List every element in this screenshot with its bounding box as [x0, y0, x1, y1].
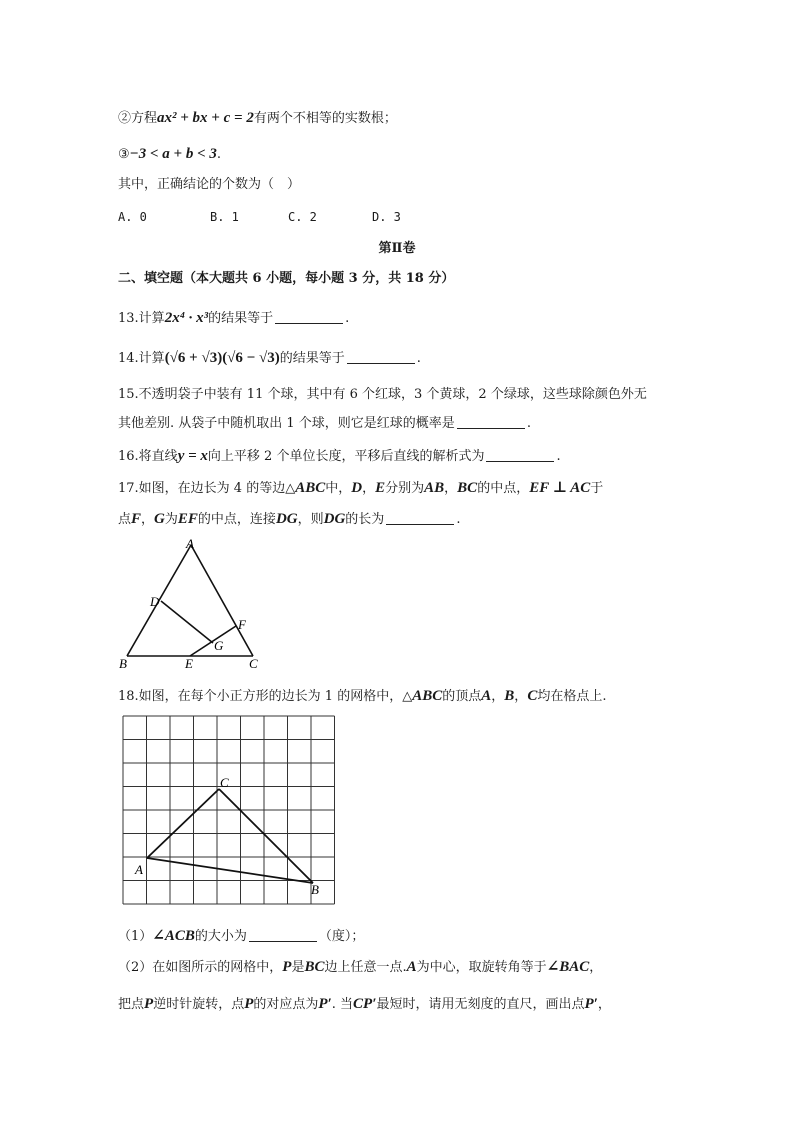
segment-dg: [161, 601, 213, 643]
label-a: A: [135, 862, 143, 877]
option-d: D. 3: [372, 210, 401, 224]
answer-blank: [486, 449, 554, 462]
answer-blank: [457, 416, 525, 429]
label-f: F: [238, 617, 246, 632]
question-13: 13.计算2x⁴ · x³的结果等于 .: [118, 310, 350, 326]
question-17-line-2: 点F，G为EF的中点，连接DG，则DG的长为 .: [118, 511, 461, 527]
answer-blank: [347, 351, 415, 364]
question-18-line-1: 18.如图，在每个小正方形的边长为 1 的网格中，△ABC的顶点A，B，C均在格点上.: [118, 688, 607, 704]
side-ac: [147, 789, 219, 858]
equation-formula: ax² + bx + c = 2: [157, 110, 254, 126]
question-14: 14.计算(√6 + √3)(√6 − √3)的结果等于 .: [118, 350, 421, 366]
part-heading: 二、填空题（本大题共 6 小题，每小题 3 分，共 18 分）: [118, 271, 455, 286]
label-c: C: [249, 656, 258, 671]
statement-3: ③−3 < a + b < 3.: [118, 146, 222, 162]
option-b: B. 1: [210, 210, 239, 224]
answer-blank: [249, 929, 317, 942]
label-b: B: [311, 882, 319, 897]
option-a: A. 0: [118, 210, 147, 224]
question-15-line-2: 其他差别. 从袋子中随机取出 1 个球，则它是红球的概率是 .: [118, 416, 531, 431]
question-prompt: 其中，正确结论的个数为（ ）: [118, 177, 301, 192]
side-ab: [147, 858, 313, 883]
option-c: C. 2: [288, 210, 317, 224]
inequality-formula: −3 < a + b < 3: [129, 146, 217, 162]
question-15-line-1: 15.不透明袋子中装有 11 个球，其中有 6 个红球，3 个黄球，2 个绿球，这些球除颜色外无: [118, 387, 647, 402]
label-e: E: [185, 656, 193, 671]
label-b: B: [119, 656, 127, 671]
answer-blank: [386, 512, 454, 525]
question-18-part-2-line-1: （2）在如图所示的网格中，P是BC边上任意一点.A为中心，取旋转角等于∠BAC，: [118, 959, 603, 975]
grid-figure-18: [118, 713, 346, 913]
label-g: G: [214, 638, 224, 653]
question-18-part-2-line-2: 把点P逆时针旋转，点P的对应点为P′. 当CP′最短时，请用无刻度的直尺，画出点P′，: [118, 996, 611, 1012]
label-d: D: [150, 594, 160, 609]
answer-options: [118, 207, 401, 228]
grid-lines: [123, 716, 335, 904]
label-c: C: [220, 775, 229, 790]
question-18-part-1: （1）∠ACB的大小为 （度）；: [118, 928, 365, 944]
section-title: 第Ⅱ卷: [378, 241, 416, 256]
triangle-figure-17: [110, 535, 270, 675]
question-17-line-1: 17.如图，在边长为 4 的等边△ABC中，D，E分别为AB，BC的中点，EF ⊥ AC于: [118, 480, 604, 496]
answer-blank: [275, 311, 343, 324]
label-a: A: [186, 536, 194, 551]
side-cb: [219, 789, 313, 883]
question-16: 16.将直线y = x向上平移 2 个单位长度，平移后直线的解析式为 .: [118, 448, 561, 464]
statement-2: ②方程ax² + bx + c = 2有两个不相等的实数根；: [118, 110, 397, 126]
